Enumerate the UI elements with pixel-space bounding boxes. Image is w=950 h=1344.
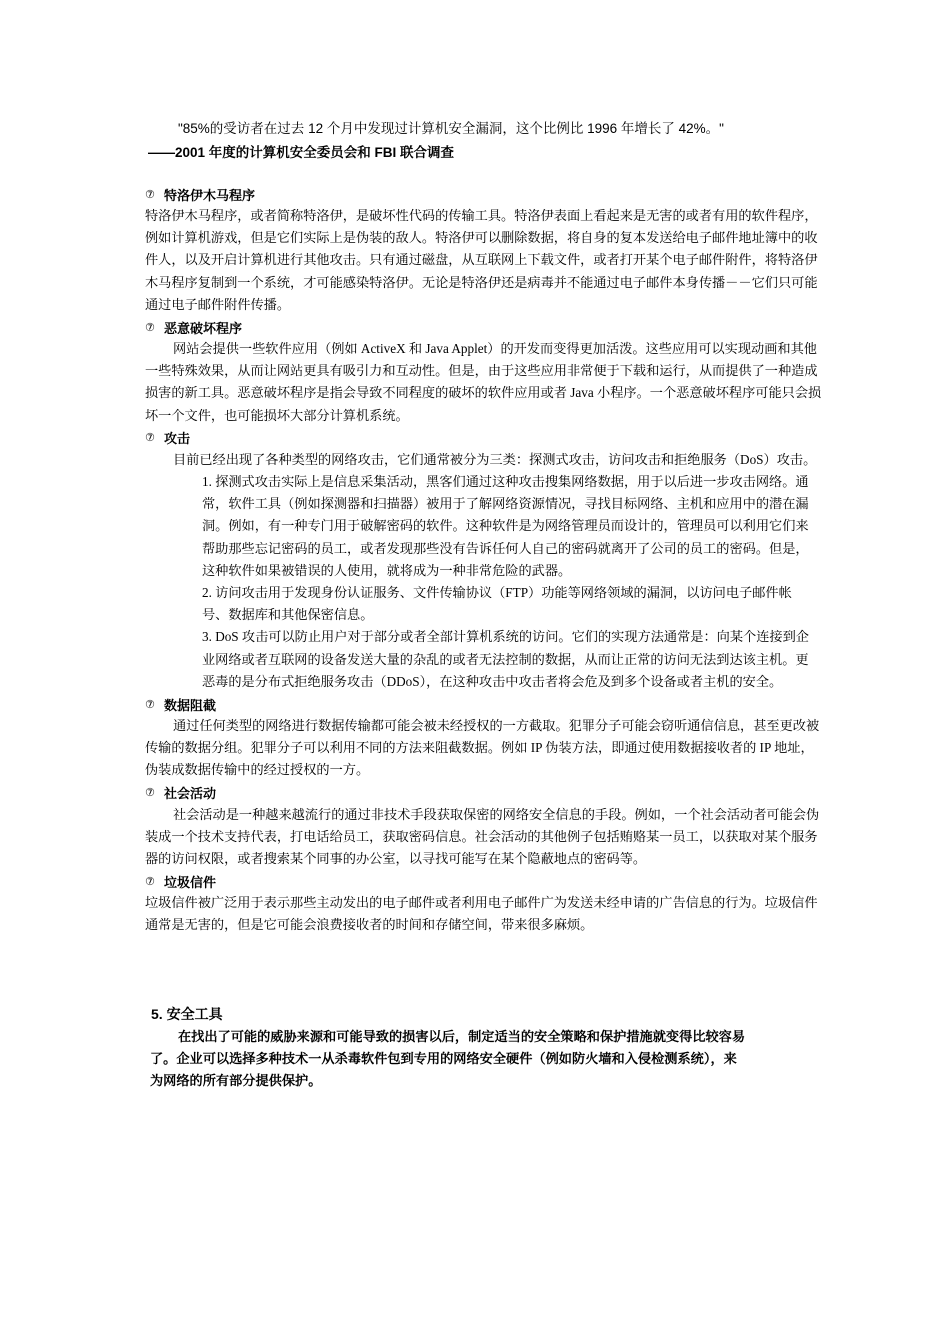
list-item: 1. 探测式攻击实际上是信息采集活动，黑客们通过这种攻击搜集网络数据，用于以后进一步攻击网络。通常，软件工具（例如探测器和扫描器）被用于了解网络资源情况，寻找目标网络、主机和应用中的潜在漏洞。例如，有一种专门用于破解密码的软件。这种软件是为网络管理员而设计的，管理员可以利用它们来帮助那些忘记密码的员工，或者发现那些没有告诉任何人自己的密码就离开了公司的员工的密码。但是，这种软件如果被错误的人使用，就将成为一种非常危险的武器。 (202, 474, 809, 578)
section-title: 社会活动 (164, 786, 217, 802)
bullet-icon: ⑦ (145, 787, 155, 800)
section-title: 垃圾信件 (164, 874, 217, 890)
section-paragraph: 社会活动是一种越来越流行的通过非技术手段获取保密的网络安全信息的手段。例如，一个社会活动者可能会伪装成一个技术支持代表，打电话给员工，获取密码信息。社会活动的其他例子包括贿赂某一员工，以获取对某个服务器的访问权限，或者搜索某个同事的办公室，以寻找可能写在某个隐蔽地点的密码等。 (145, 806, 820, 867)
section-paragraph: 网站会提供一些软件应用（例如 ActiveX 和 Java Applet）的开发而变得更加活泼。这些应用可以实现动画和其他一些特殊效果，从而让网站更具有吸引力和互动性。但是，由于这些应用非常便于下载和运行，从而提供了一种造成损害的新工具。恶意破坏程序是指会导致不同程度的破坏的软件应用或者 Java 小程序。一个恶意破坏程序可能只会损坏一个文件，也可能损坏大部分计算机系统。 (145, 341, 822, 423)
list-item: 3. DoS 攻击可以防止用户对于部分或者全部计算机系统的访问。它们的实现方法通常是：向某个连接到企业网络或者互联网的设备发送大量的杂乱的或者无法控制的数据，从而让正常的访问无法到达该主机。更恶毒的是分布式拒绝服务攻击（DDoS），在这种攻击中攻击者将会危及到多个设备或者主机的安全。 (202, 629, 809, 689)
body-line: 为网络的所有部分提供保护。 (150, 1073, 322, 1088)
list-item: 2. 访问攻击用于发现身份认证服务、文件传输协议（FTP）功能等网络领域的漏洞，以访问电子邮件帐号、数据库和其他保密信息。 (202, 585, 792, 623)
section-paragraph: 垃圾信件被广泛用于表示那些主动发出的电子邮件或者利用电子邮件广为发送未经申请的广告信息的行为。垃圾信件通常是无害的，但是它可能会浪费接收者的时间和存储空间，带来很多麻烦。 (145, 895, 818, 933)
section-paragraph: 目前已经出现了各种类型的网络攻击，它们通常被分为三类：探测式攻击，访问攻击和拒绝服务（DoS）攻击。 (173, 451, 817, 467)
bullet-icon: ⑦ (145, 188, 155, 201)
bullet-icon: ⑦ (145, 321, 155, 334)
bullet-icon: ⑦ (145, 432, 155, 445)
opening-quote: "85%的受访者在过去 12 个月中发现过计算机安全漏洞，这个比例比 1996 年增长了 42%。" (178, 121, 724, 136)
section-heading (145, 183, 825, 205)
section-title: 特洛伊木马程序 (164, 187, 256, 203)
security-tools-body (150, 1026, 810, 1092)
section-attacks (145, 427, 825, 693)
section-paragraph: 特洛伊木马程序，或者简称特洛伊，是破坏性代码的传输工具。特洛伊表面上看起来是无害的或者有用的软件程序，例如计算机游戏，但是它们实际上是伪装的敌人。特洛伊可以删除数据，将自身的复本发送给电子邮件地址簿中的收件人，以及开启计算机进行其他攻击。只有通过磁盘，从互联网上下载文件，或者打开某个电子邮件附件，将特洛伊木马程序复制到一个系统，才可能感染特洛伊。无论是特洛伊还是病毒并不能通过电子邮件本身传播－－它们只可能通过电子邮件附件传播。 (145, 208, 818, 312)
body-line: 了。企业可以选择多种技术一从杀毒软件包到专用的网络安全硬件（例如防火墙和入侵检测系统），来 (150, 1051, 737, 1066)
section-interception (145, 693, 825, 782)
section-heading (145, 782, 825, 804)
attack-types-list (145, 471, 817, 693)
section-spam (145, 870, 825, 936)
section-title: 攻击 (164, 431, 191, 447)
section-title: 恶意破坏程序 (164, 320, 243, 336)
section-heading (145, 693, 825, 715)
body-line: 在找出了可能的威胁来源和可能导致的损害以后，制定适当的安全策略和保护措施就变得比较容易 (178, 1029, 746, 1044)
bullet-icon: ⑦ (145, 698, 155, 711)
section-social (145, 782, 825, 871)
section-title: 数据阻截 (164, 697, 217, 713)
section-malicious (145, 316, 825, 427)
section-heading (145, 427, 825, 449)
quote-source: ——2001 年度的计算机安全委员会和 FBI 联合调查 (148, 145, 455, 160)
section-trojan (145, 183, 825, 316)
security-tools-heading: 5. 安全工具 (151, 1006, 223, 1022)
section-heading (145, 870, 825, 892)
bullet-icon: ⑦ (145, 875, 155, 888)
threats-list (145, 183, 825, 937)
section-paragraph: 通过任何类型的网络进行数据传输都可能会被未经授权的一方截取。犯罪分子可能会窃听通信信息，甚至更改被传输的数据分组。犯罪分子可以利用不同的方法来阻截数据。例如 IP 伪装方法，即通过使用数据接收者的 IP 地址，伪装成数据传输中的经过授权的一方。 (145, 718, 820, 778)
section-heading (145, 316, 825, 338)
